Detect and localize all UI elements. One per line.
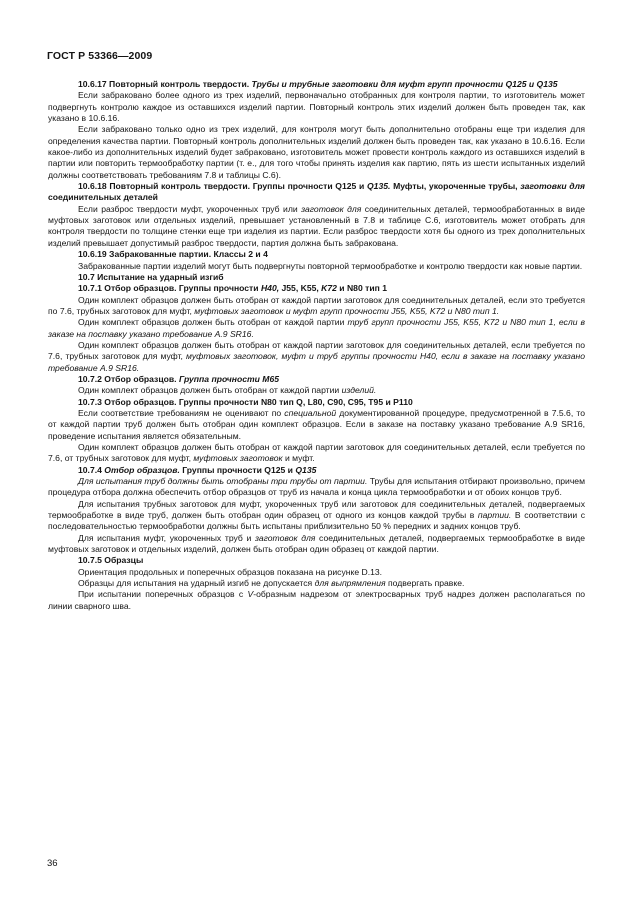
heading-10-7-5: [48, 555, 585, 566]
paragraph: [48, 578, 585, 589]
document-header: ГОСТ Р 53366—2009: [47, 50, 153, 62]
paragraph: [48, 499, 585, 533]
italic-text-run: труб групп прочности J55, K55, K72 и N80 тип 1, если в заказе на поставку указано требование А.9 SR16.: [48, 317, 585, 339]
text-run: соединительных деталей: [48, 192, 158, 203]
text-run: -образным надрезом от электросварных труб надрез должен располагаться по линии сварного шва.: [48, 589, 586, 611]
text-run: 10.7.2 Отбор образцов.: [78, 373, 179, 384]
italic-text-run: Группа прочности М65: [178, 373, 280, 384]
text-run: Для испытания трубных заготовок для муфт, укороченных труб или заготовок для соединительных деталей, подвергаемых термообработке в виде труб, должен быть отобран один образец от одного из концов каждой трубы в: [48, 498, 585, 521]
text-run: J55, K55,: [279, 283, 322, 294]
text-run: 10.7.1 Отбор образцов. Группы прочности: [78, 283, 261, 294]
paragraph: [48, 533, 585, 556]
italic-text-run: Отбор образцов.: [104, 464, 180, 475]
heading-10-6-17: [48, 79, 585, 90]
paragraph: [48, 204, 585, 249]
paragraph: [48, 340, 585, 374]
text-run: Если разброс твердости муфт, укороченных труб или: [78, 203, 302, 214]
text-run: Трубы для испытания отбирают произвольно, причем процедура отбора должна обеспечить отбор образцов от труб из начала и конца цикла термообработки и от обоих концов труб.: [48, 476, 585, 498]
italic-text-run: Н40,: [260, 283, 280, 294]
paragraph: [48, 90, 585, 124]
heading-10-7-3: [48, 397, 585, 408]
heading-10-6-18: [48, 181, 585, 204]
paragraph: [48, 295, 585, 318]
italic-text-run: партии.: [477, 510, 512, 521]
text-run: Один комплект образцов должен быть отобран от каждой партии: [78, 385, 342, 396]
text-run: 10.6.19 Забракованные партии. Классы 2 и 4: [78, 249, 268, 260]
text-run: Для испытания муфт, укороченных труб и: [78, 532, 255, 543]
paragraph: [48, 476, 585, 499]
text-run: Если забраковано только одно из трех изделий, для контроля могут быть дополнительно отобраны еще три изделия для определения качества партии. Повторный контроль дополнительных изделий должен быть проведен так, как указано в 10.6.16. Если какое-либо из дополнительных изделий будет забраковано, изготовитель может провести контроль каждого из оставшихся изделий в партии или повторить термообработку партии (т. е., для того чтобы принять изделия как партию, пять из шести испытанных изделий должны соответствовать требованиям 7.8 и таблицы С.6).: [48, 124, 585, 180]
italic-text-run: заготовки для: [520, 181, 585, 192]
text-run: Забракованные партии изделий могут быть подвергнуты повторной термообработке и контролю твердости как новые партии.: [78, 260, 583, 271]
text-run: Если забраковано более одного из трех изделий, первоначально отобранных для контроля партии, то изготовитель может подвергнуть контролю каждое из оставшихся изделий партии. Повторный контроль этих изделий должен быть проведен так, как указано в 10.6.16.: [48, 90, 585, 124]
paragraph: [48, 442, 585, 465]
italic-text-run: специальной: [284, 407, 337, 418]
italic-text-run: для выпрямления: [314, 578, 386, 589]
italic-text-run: изделий.: [341, 385, 377, 396]
text-run: 10.7 Испытание на ударный изгиб: [78, 271, 224, 282]
italic-text-run: заготовок для: [301, 203, 362, 214]
paragraph: [48, 408, 585, 442]
text-run: Один комплект образцов должен быть отобран от каждой партии заготовок для соединительных деталей, если требуется по 7.6, от трубных заготовок для муфт,: [48, 442, 585, 464]
text-run: Если соответствие требованиям не оценивают по: [78, 407, 285, 418]
text-run: Один комплект образцов должен быть отобран от каждой партии заготовок для соединительных деталей, если требуется по 7.6, трубных заготовок для муфт,: [48, 339, 585, 362]
italic-text-run: V: [247, 589, 254, 600]
italic-text-run: муфтовых заготовок: [193, 453, 283, 464]
paragraph: [48, 124, 585, 181]
text-run: 10.6.18 Повторный контроль твердости. Группы прочности Q125 и: [78, 181, 367, 192]
italic-text-run: Q135: [295, 464, 317, 475]
italic-text-run: муфтовых заготовок и муфт групп прочности J55, K55, K72 и N80 тип 1.: [194, 305, 500, 316]
paragraph: [48, 589, 585, 612]
heading-10-7-4: [48, 465, 585, 476]
text-run: При испытании поперечных образцов с: [78, 589, 248, 600]
heading-10-7: [48, 272, 585, 283]
text-run: соединительных деталей, термообработанных в виде муфтовых заготовок или отдельных изделий, превышает установленный в 7.8 и таблице С.6, изготовитель может отобрать для контроля твердости по толщине стенки еще три изделия из партии. Если разброс твердости хотя бы одного из трех дополнительных изделий превышает допустимый разброс твердости, партия должна быть забракована.: [48, 203, 585, 248]
text-run: 10.7.4: [78, 464, 105, 475]
italic-text-run: заготовок для: [254, 532, 316, 543]
italic-text-run: муфтовых заготовок, муфт и труб группы прочности Н40, если в заказе на поставку указано требование А.9 SR16.: [48, 351, 585, 373]
text-run: и N80 тип 1: [336, 283, 387, 294]
italic-text-run: Трубы и трубные заготовки для муфт групп прочности Q125 и Q135: [251, 79, 558, 89]
paragraph: [48, 385, 585, 396]
text-run: Образцы для испытания на ударный изгиб не допускается: [78, 578, 315, 589]
paragraph: [48, 261, 585, 272]
text-run: Один комплект образцов должен быть отобран от каждой партии заготовок для соединительных деталей, если это требуется по 7.6, трубных заготовок для муфт,: [48, 294, 585, 316]
document-body: [48, 79, 585, 612]
text-run: В соответствии с последовательностью термообработки должны быть испытаны приблизительно 50 % передних и задних концов труб.: [48, 510, 586, 532]
paragraph: [48, 317, 585, 340]
text-run: Ориентация продольных и поперечных образцов показана на рисунке D.13.: [78, 566, 383, 577]
heading-10-6-19: [48, 249, 585, 260]
heading-10-7-1: [48, 283, 585, 294]
text-run: Группы прочности Q125 и: [179, 464, 296, 475]
italic-text-run: Для испытания труб должны быть отобраны три трубы от партии.: [78, 476, 368, 487]
text-run: 10.6.17 Повторный контроль твердости.: [78, 79, 252, 89]
text-run: соединительных деталей, подвергаемых термообработке в виде муфтовых заготовок и отдельных изделий, должен быть отобран один образец от каждой партии.: [48, 532, 585, 555]
text-run: документированной процедуре, предусмотренной в 7.5.6, то от каждой партии труб должен быть отобран один комплект образцов. Если в заказе на поставку указано требование А.9 SR16, проведение испытания является обязательным.: [48, 407, 585, 441]
italic-text-run: K72: [321, 283, 337, 294]
text-run: подвергать правке.: [385, 578, 465, 589]
text-run: 10.7.3 Отбор образцов. Группы прочности N80 тип Q, L80, С90, С95, Т95 и Р110: [78, 396, 413, 407]
text-run: и муфт.: [282, 453, 315, 464]
text-run: Один комплект образцов должен быть отобран от каждой партии: [78, 317, 348, 328]
text-run: Муфты, укороченные трубы,: [390, 181, 521, 192]
heading-10-7-2: [48, 374, 585, 385]
text-run: 10.7.5 Образцы: [78, 555, 144, 566]
italic-text-run: Q135.: [366, 181, 391, 192]
paragraph: [48, 567, 585, 578]
page-number: 36: [47, 858, 58, 869]
